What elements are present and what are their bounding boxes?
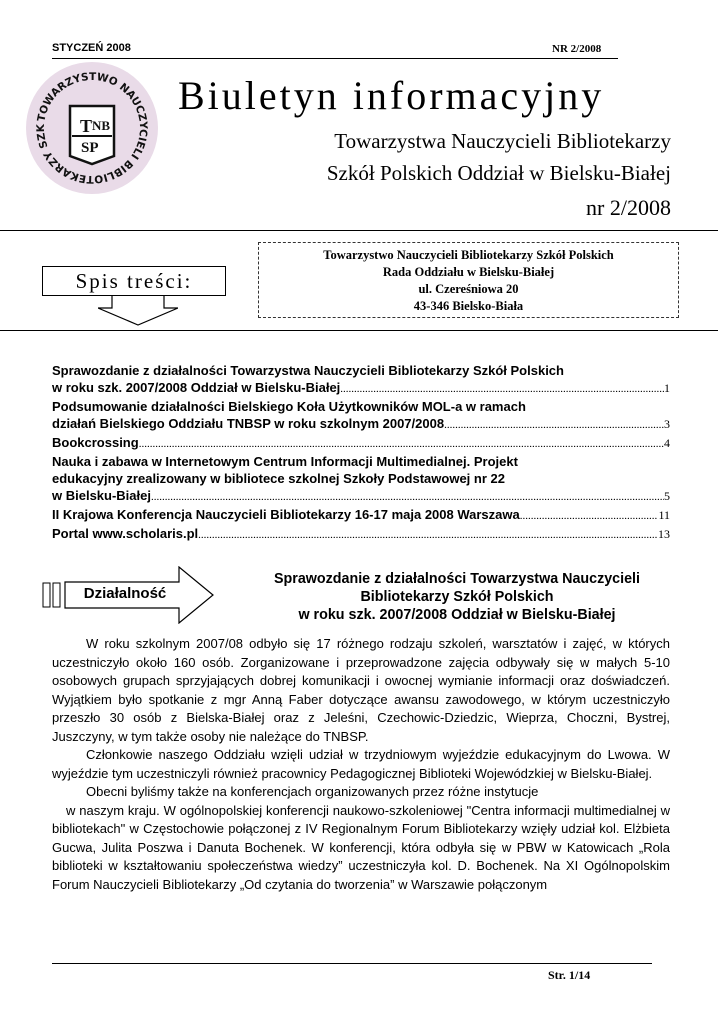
paragraph: W roku szkolnym 2007/08 odbyło się 17 różnego rodzaju szkoleń, warsztatów i zajęć, w których uczestniczyło około 160 osób. Zorganizowane i przeprowadzone zajęcia odbywały się w małych 5-10 osobowych grupach sprzyjających dobrej komunikacji i owocnej wymianie informacji oraz doświadczeń. Wyjątkiem było spotkanie z mgr Anną Faber dotyczące awansu zawodowego, w którym uczestniczyło przeszło 30 osób z Bielska-Białej oraz z Jeleśni, Czechowic-Dziedzic, Wieprza, Choczni, Bystrej, Juszczyny, w tym także osoby nie należące do TNBSP. <box>52 636 670 744</box>
header-rule <box>52 58 618 59</box>
issue-number: NR 2/2008 <box>552 43 602 55</box>
address-line2: Rada Oddziału w Bielsku-Białej <box>382 265 555 279</box>
address-box <box>258 242 679 318</box>
paragraph: Członkowie naszego Oddziału wzięli udział w trzydniowym wyjeździe edukacyjnym do Lwowa. W wyjeździe tym uczestniczyli również pracownicy Pedagogicznej Biblioteki Wojewódzkiej w Bielsku-Białej. <box>52 747 670 781</box>
toc-leader <box>139 436 664 453</box>
toc-entry[interactable] <box>52 506 670 525</box>
toc-entry[interactable] <box>52 525 670 544</box>
paragraph: Obecni byliśmy także na konferencjach organizowanych przez różne instytucje <box>86 784 539 799</box>
toc-entry-text: w roku szk. 2007/2008 Oddział w Bielsku-Białej <box>52 380 341 395</box>
toc-page-number: 11 <box>658 508 670 522</box>
toc-entry-text: Portal www.scholaris.pl <box>52 526 199 541</box>
section-tag: Działalność <box>83 585 167 602</box>
section-marker-icon <box>42 582 62 608</box>
address-line4: 43-346 Bielsko-Biała <box>413 299 524 313</box>
toc-entry-text: edukacyjny zrealizowany w bibliotece szkolnej Szkoły Podstawowej nr 22 <box>52 471 505 486</box>
address-line1: Towarzystwo Nauczycieli Bibliotekarzy Szkół Polskich <box>323 248 614 262</box>
toc-entry[interactable] <box>52 453 670 506</box>
toc-page-number: 3 <box>664 417 670 431</box>
toc-entry[interactable] <box>52 434 670 453</box>
section-heading-line2: Bibliotekarzy Szkół Polskich <box>360 589 554 605</box>
toc-page-number: 4 <box>664 436 670 450</box>
toc-label-box <box>42 266 226 296</box>
svg-text:SP: SP <box>81 140 99 156</box>
tnbsp-logo <box>24 60 160 196</box>
toc-leader <box>198 527 658 544</box>
page-number: Str. 1/14 <box>548 968 591 982</box>
toc-page-number: 13 <box>658 527 670 541</box>
toc-down-arrow <box>98 296 178 326</box>
svg-text:T: T <box>80 116 93 136</box>
toc-entry-text: Bookcrossing <box>52 435 139 450</box>
toc-leader <box>520 508 659 525</box>
svg-text:TOWARZYSTWO NAUCZYCIELI BIBLIO: TOWARZYSTWO NAUCZYCIELI BIBLIOTEKARZY SZK <box>34 70 150 186</box>
svg-text:NB: NB <box>92 118 111 133</box>
toc-entry-text: II Krajowa Konferencja Nauczycieli Bibliotekarzy 16-17 maja 2008 Warszawa <box>52 507 520 522</box>
toc-leader <box>444 417 664 434</box>
toc-entry[interactable] <box>52 362 670 398</box>
bulletin-title: Biuletyn informacyjny <box>178 73 605 118</box>
toc-entry[interactable] <box>52 398 670 434</box>
masthead-rule <box>0 230 718 231</box>
section-heading-line1: Sprawozdanie z działalności Towarzystwa Nauczycieli <box>273 571 640 587</box>
toc-entry-text: Podsumowanie działalności Bielskiego Koła Użytkowników MOL-a w ramach <box>52 399 526 414</box>
toc-page-number: 5 <box>664 489 670 503</box>
subtitle-line1: Towarzystwa Nauczycieli Bibliotekarzy <box>334 129 671 153</box>
article-body <box>52 635 670 894</box>
toc-entry-text: w Bielsku-Białej <box>52 488 151 503</box>
toc-top-rule <box>0 330 718 331</box>
table-of-contents <box>52 362 670 544</box>
issue-number-large: nr 2/2008 <box>586 195 671 220</box>
address-line3: ul. Czereśniowa 20 <box>418 282 519 296</box>
section-heading-line3: w roku szk. 2007/2008 Oddział w Bielsku-Białej <box>298 607 616 623</box>
issue-date: STYCZEŃ 2008 <box>52 42 131 54</box>
section-heading <box>226 570 688 624</box>
footer-rule <box>52 963 652 964</box>
toc-leader <box>340 381 664 398</box>
toc-leader <box>151 489 664 506</box>
paragraph: w naszym kraju. W ogólnopolskiej konferencji naukowo-szkoleniowej "Centra informacji multimedialnej w bibliotekach" w Częstochowie połączonej z IV Regionalnym Forum Bibliotekarzy wzięły udział kol. Elżbieta Gucwa, Julita Poszwa i Danuta Bochenek. W konferencji, która odbyła się w PBW w Katowicach „Rola biblioteki w kształtowaniu społeczeństwa wiedzy” uczestniczyła kol. D. Bochenek. Na XI Ogólnopolskim Forum Nauczycieli Bibliotekarzy „Od czytania do tworzenia” w Warszawie połączonym <box>52 802 670 892</box>
toc-label: Spis treści: <box>75 269 193 293</box>
toc-entry-text: działań Bielskiego Oddziału TNBSP w roku szkolnym 2007/2008 <box>52 416 445 431</box>
subtitle-line2: Szkół Polskich Oddział w Bielsku-Białej <box>326 161 671 185</box>
toc-entry-text: Sprawozdanie z działalności Towarzystwa Nauczycieli Bibliotekarzy Szkół Polskich <box>52 363 564 378</box>
toc-entry-text: Nauka i zabawa w Internetowym Centrum Informacji Multimedialnej. Projekt <box>52 454 518 469</box>
toc-page-number: 1 <box>664 381 670 395</box>
